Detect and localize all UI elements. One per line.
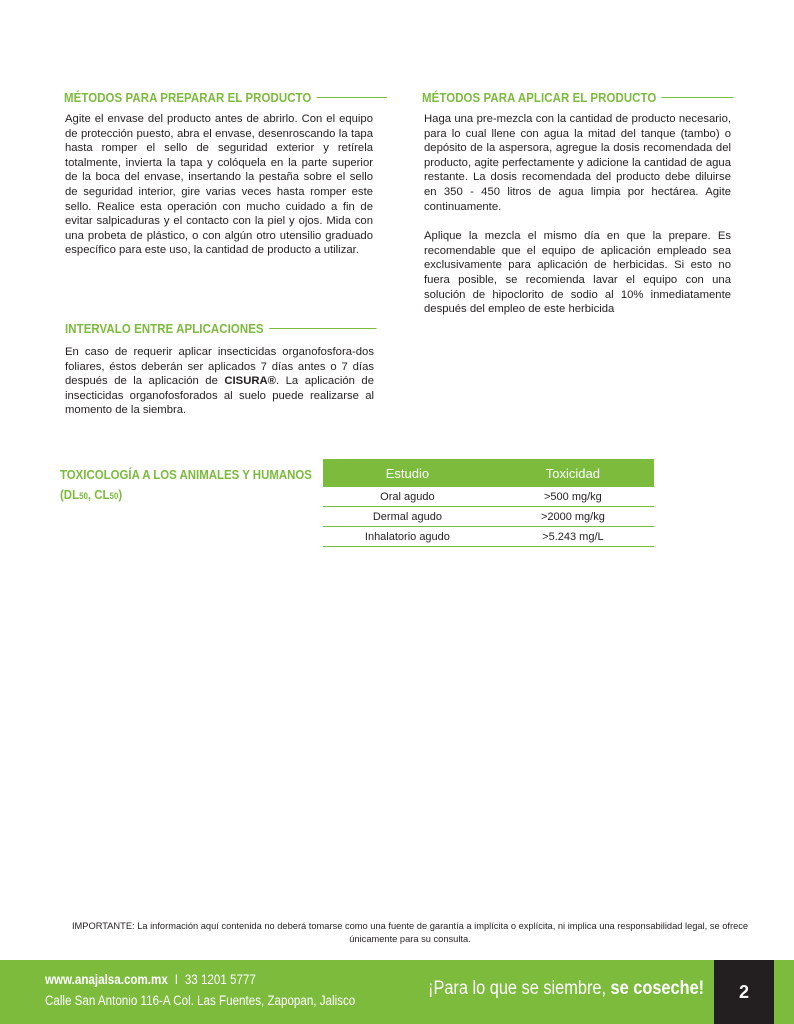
footer-bar (0, 960, 794, 1024)
toxicity-cell: >2000 mg/kg (492, 507, 654, 527)
intervalo-text-before: En caso de requerir aplicar insecticidas organofosfora-dos foliares, éstos deberán ser aplicados 7 días antes o 7 días después de la aplicación de (65, 346, 374, 388)
dl-label: (DL (60, 487, 80, 502)
disclaimer: IMPORTANTE: La información aquí contenida no deberá tomarse como una fuente de garantía a implícita o explícita, ni implica una responsabilidad legal, se ofrece únicamente para su consulta. (71, 921, 749, 944)
study-cell: Inhalatorio agudo (323, 527, 492, 547)
footer-contact (45, 969, 355, 1011)
heading-rule (269, 328, 376, 329)
aplicar-paragraph-1: Haga una pre-mezcla con la cantidad de producto necesario, para lo cual llene con agua la mitad del tanque (tambo) o depósito de la aspersora, agregue la dosis recomendada del producto, agite perfectamente y adicione la cantidad de agua restante. La dosis recomendada del producto debe diluirse en 350 - 450 litros de agua limpia por hectárea. Agite continuamente. (424, 113, 731, 213)
heading-intervalo-label: INTERVALO ENTRE APLICACIONES (65, 321, 264, 336)
preparar-text (65, 112, 373, 258)
dl-subscript: 50 (79, 491, 88, 501)
header-toxicidad: Toxicidad (492, 459, 654, 487)
aplicar-text (424, 112, 731, 317)
phone-number[interactable]: 33 1201 5777 (184, 972, 256, 987)
header-estudio: Estudio (323, 459, 492, 487)
footer-separator: I (174, 972, 178, 987)
heading-preparar (64, 90, 387, 105)
brand-name: CISURA® (224, 375, 276, 388)
page-number: 2 (714, 960, 774, 1024)
toxicity-cell: >500 mg/kg (492, 487, 654, 507)
footer-slogan (428, 978, 704, 1000)
preparar-paragraph: Agite el envase del producto antes de abrirlo. Con el equipo de protección puesto, abra el envase, desenroscando la tapa hasta romper el sello de seguridad exterior y retírela totalmente, invierta la tapa y colóquela en la parte superior de la boca del envase, insertando la pestaña sobre el sello de seguridad interior, gire varias veces hasta romper este sello. Realice esta operación con mucho cuidado a fin de evitar salpicaduras y el contacto con la piel y ojos. Mida con una probeta de plástico, o con algún otro utensilio graduado específico para este uso, la cantidad de producto a utilizar. (65, 113, 373, 257)
intervalo-text-after: . La aplicación de insecticidas organofosforados al suelo puede realizarse al momento de la siembra. (65, 375, 374, 417)
heading-aplicar-label: MÉTODOS PARA APLICAR EL PRODUCTO (422, 90, 657, 105)
slogan-bold: se coseche! (610, 978, 705, 999)
close-paren: ) (118, 487, 123, 502)
footer-address: Calle San Antonio 116-A Col. Las Fuentes, Zapopan, Jalisco (45, 993, 356, 1008)
toxicology-table (323, 459, 654, 547)
heading-rule (662, 97, 734, 98)
aplicar-paragraph-2: Aplique la mezcla el mismo día en que la prepare. Es recomendable que el equipo de aplicación empleado sea exclusivamente para aplicación de herbicidas. Si esto no fuera posible, se recomienda lavar el equipo con una solución de hipoclorito de sodio al 10% inmediatamente después del empleo de este herbicida (424, 230, 731, 316)
slogan-start: ¡Para lo que se siembre, (428, 978, 611, 999)
intervalo-text (65, 345, 374, 418)
intervalo-paragraph (65, 345, 374, 418)
table-header-row (323, 459, 654, 487)
website-link[interactable]: www.anajalsa.com.mx (45, 972, 168, 987)
cl-label: , CL (87, 487, 110, 502)
heading-preparar-label: MÉTODOS PARA PREPARAR EL PRODUCTO (64, 90, 312, 105)
study-cell: Dermal agudo (323, 507, 492, 527)
toxicity-cell: >5.243 mg/L (492, 527, 654, 547)
heading-rule (317, 97, 387, 98)
heading-intervalo (65, 321, 376, 336)
table-row (323, 527, 654, 547)
heading-aplicar (422, 90, 734, 105)
toxicology-title-line1: TOXICOLOGÍA A LOS ANIMALES Y HUMANOS (60, 467, 312, 482)
toxicology-title-line2 (60, 485, 312, 506)
toxicology-title (60, 465, 312, 506)
table-row (323, 487, 654, 507)
table-row (323, 507, 654, 527)
footer-contact-line1 (45, 969, 355, 990)
cl-subscript: 50 (109, 491, 119, 501)
study-cell: Oral agudo (323, 487, 492, 507)
